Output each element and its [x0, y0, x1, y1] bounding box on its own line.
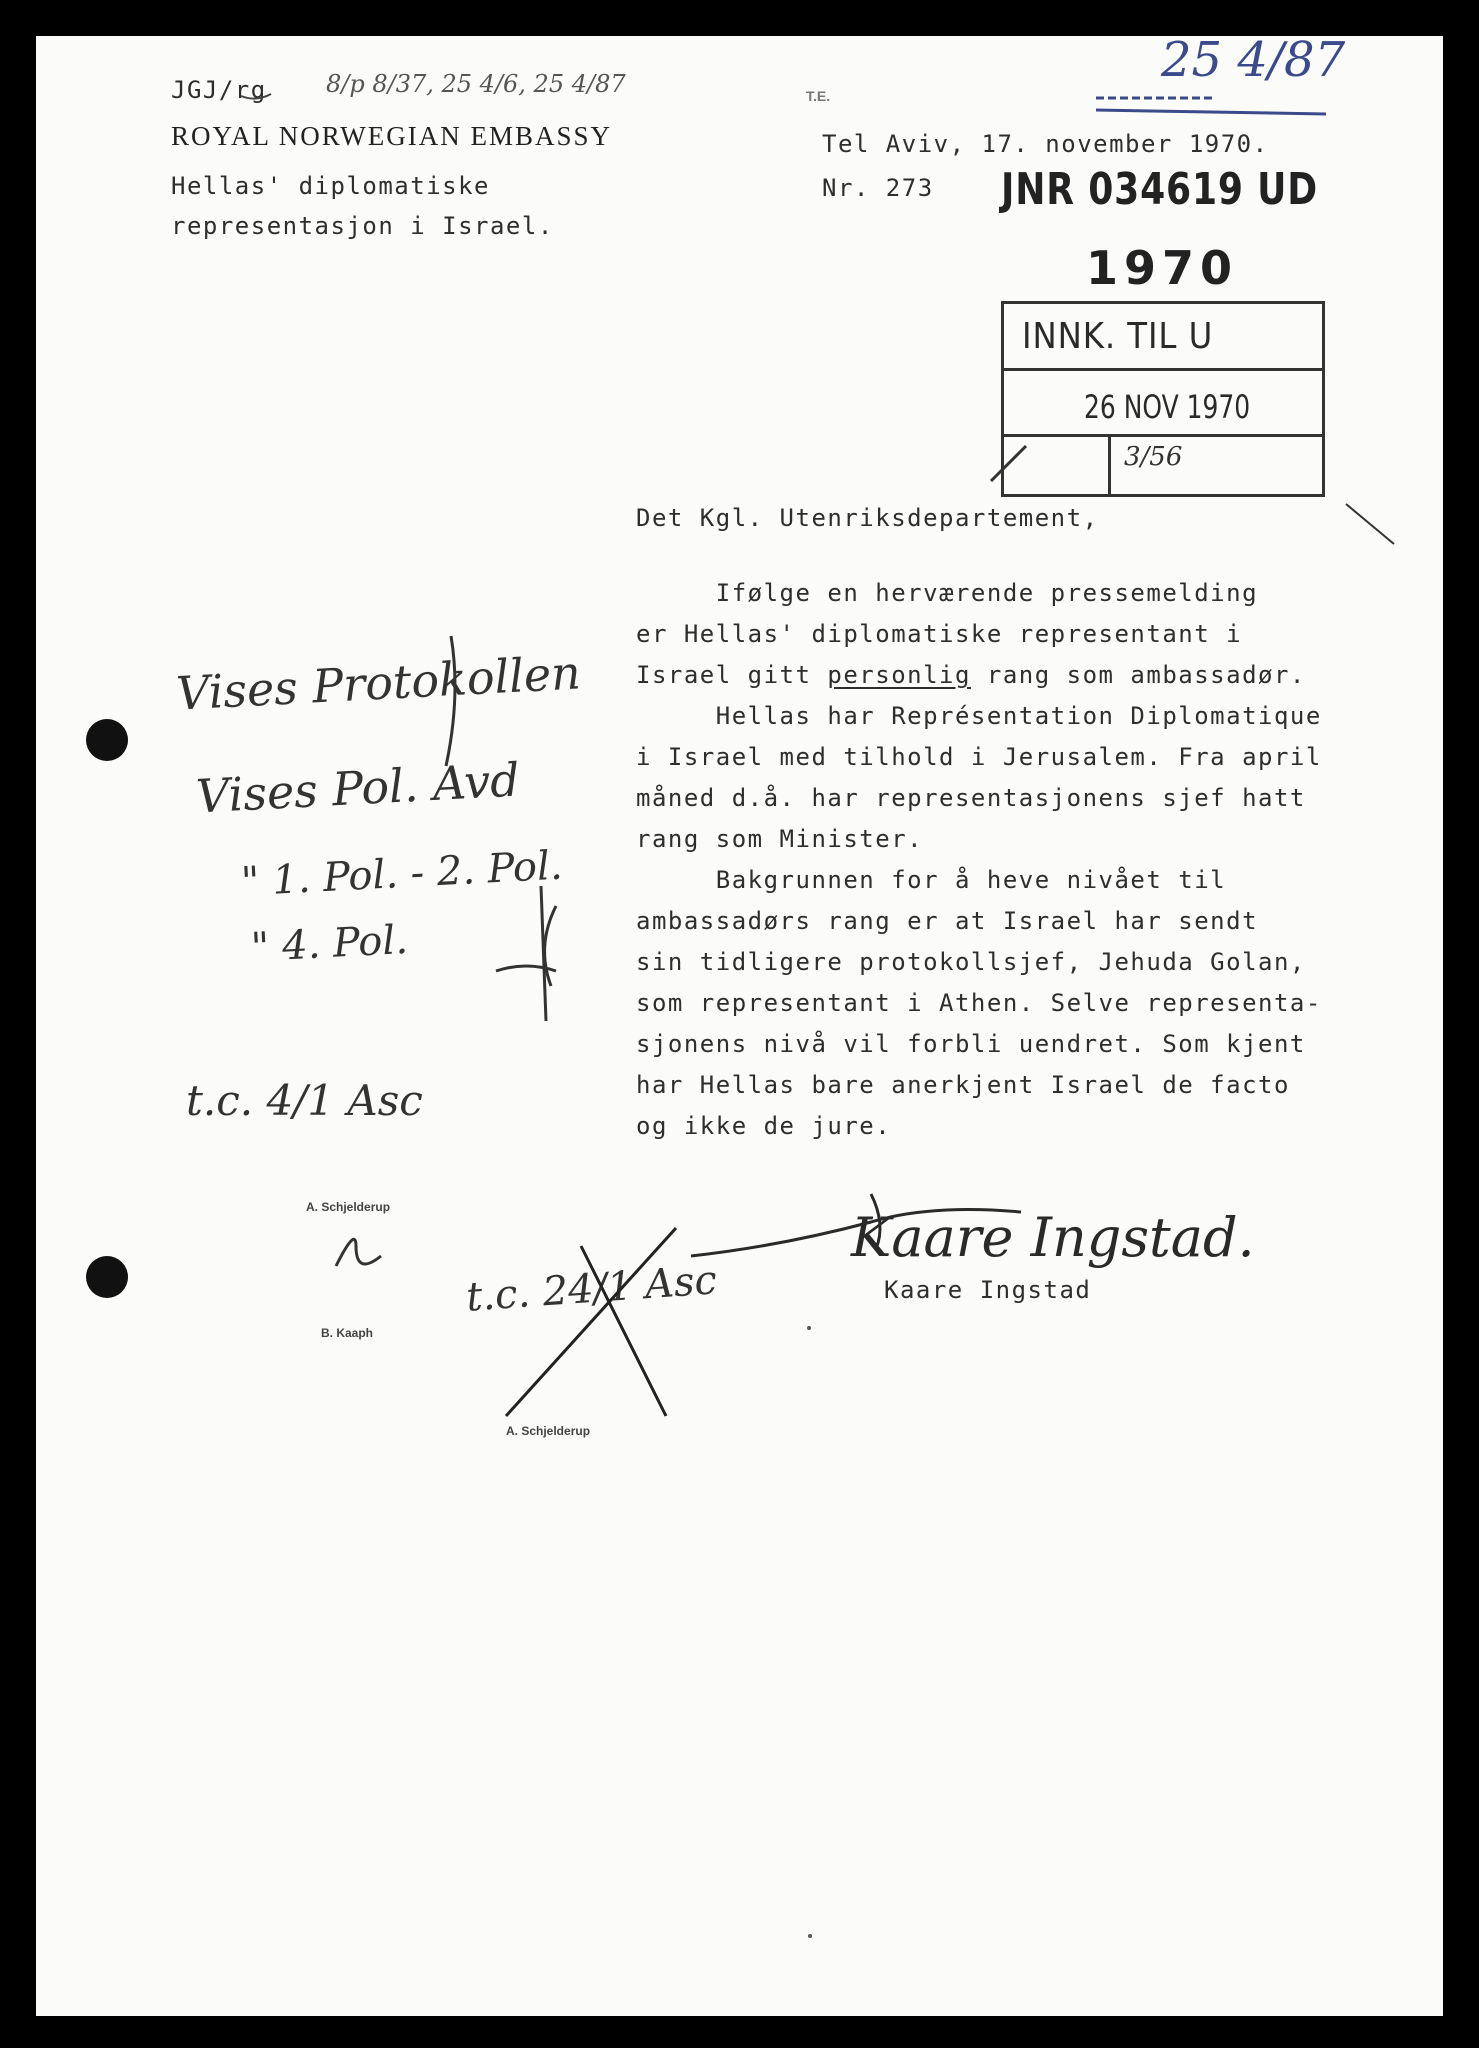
received-label: INNK. TIL U — [1022, 316, 1214, 357]
body-line: Hellas har Représentation Diplomatique — [636, 702, 1322, 730]
body-line: rang som Minister. — [636, 825, 924, 853]
body-text: rang som ambassadør. — [970, 661, 1306, 689]
margin-note-3: " 1. Pol. - 2. Pol. — [240, 842, 564, 906]
subject-line-1: Hellas' diplomatiske — [171, 172, 490, 200]
body-line: sjonens nivå vil forbli uendret. Som kjent — [636, 1030, 1306, 1058]
body-line — [636, 661, 1306, 689]
body-line: Bakgrunnen for å heve nivået til — [636, 866, 1227, 894]
reference-initials: JGJ/rg — [171, 76, 267, 104]
subject-line-2: representasjon i Israel. — [171, 212, 554, 240]
document-number: Nr. 273 — [822, 174, 934, 202]
typed-signature: Kaare Ingstad — [884, 1276, 1092, 1304]
body-line: ambassadørs rang er at Israel har sendt — [636, 907, 1259, 935]
name-stamp-3: A. Schjelderup — [506, 1424, 591, 1438]
name-stamp-1: A. Schjelderup — [306, 1200, 391, 1214]
margin-note-1: Vises Protokollen — [174, 645, 582, 721]
underlined-word: personlig — [827, 661, 971, 689]
body-line: måned d.å. har representasjonens sjef hatt — [636, 784, 1306, 812]
body-line: Ifølge en herværende pressemelding — [636, 579, 1259, 607]
document-page — [36, 36, 1443, 2016]
body-text: Israel gitt — [636, 661, 828, 689]
body-line: er Hellas' diplomatiske representant i — [636, 620, 1243, 648]
archive-mark: 25 4/87 — [1161, 36, 1346, 88]
punch-hole-bottom — [86, 1256, 128, 1298]
body-line: i Israel med tilhold i Jerusalem. Fra april — [636, 743, 1322, 771]
received-date: 26 NOV 1970 — [1084, 388, 1251, 426]
handwritten-signature: Kaare Ingstad. — [851, 1206, 1255, 1269]
margin-note-2: Vises Pol. Avd — [194, 752, 521, 824]
margin-note-4: " 4. Pol. — [249, 916, 409, 972]
body-line: og ikke de jure. — [636, 1112, 892, 1140]
handwritten-reference: 8/p 8/37, 25 4/6, 25 4/87 — [326, 70, 626, 98]
small-mark: T.E. — [806, 88, 831, 104]
embassy-name: ROYAL NORWEGIAN EMBASSY — [171, 121, 613, 151]
recipient: Det Kgl. Utenriksdepartement, — [636, 504, 1099, 532]
margin-note-6: t.c. 24/1 Asc — [464, 1257, 719, 1321]
body-line: har Hellas bare anerkjent Israel de facto — [636, 1071, 1290, 1099]
margin-note-5: t.c. 4/1 Asc — [186, 1076, 423, 1125]
journal-number-stamp: JNR 034619 UD — [1001, 164, 1319, 215]
place-date: Tel Aviv, 17. november 1970. — [822, 130, 1269, 158]
body-line: sin tidligere protokollsjef, Jehuda Golan, — [636, 948, 1306, 976]
punch-hole-top — [86, 719, 128, 761]
journal-year-stamp: 1970 — [1086, 241, 1239, 295]
received-stamp — [1001, 301, 1325, 497]
name-stamp-2: B. Kaaph — [321, 1326, 374, 1340]
body-line: som representant i Athen. Selve representa- — [636, 989, 1322, 1017]
received-box-note: 3/56 — [1124, 442, 1183, 472]
